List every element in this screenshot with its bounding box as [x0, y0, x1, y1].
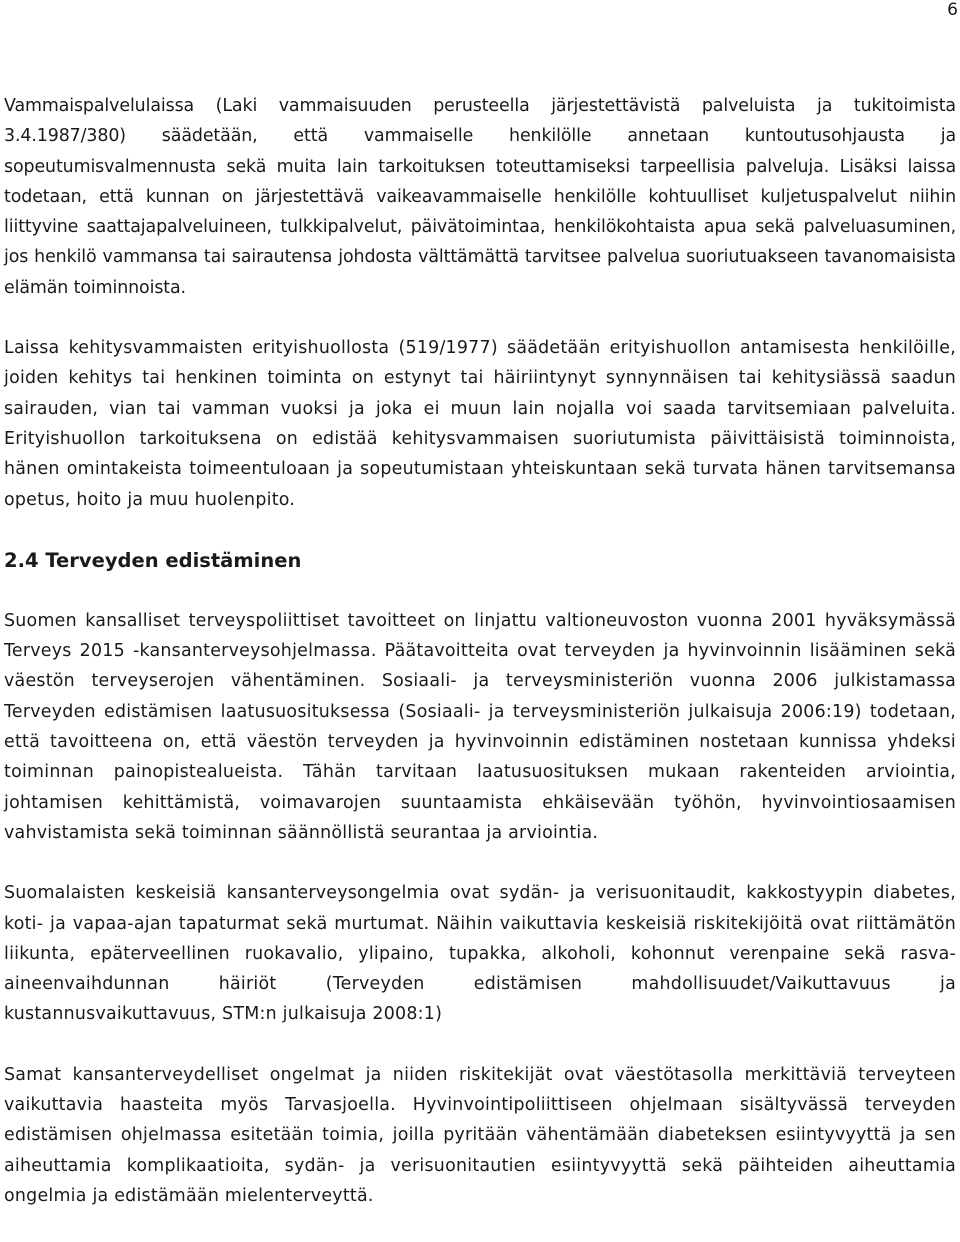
paragraph-terveyspoliittiset-tavoitteet: Suomen kansalliset terveyspoliittiset tavoitteet on linjattu valtioneuvoston vuonna 2001 hyväksymässä Terveys 2015 -kansanterveysohjelmassa. Päätavoitteita ovat terveyden ja hyvinvoinnin lisääminen sekä väestön terveyserojen vähentäminen. Sosiaali- ja terveysministeriön vuonna 2006 julkistamassa Terveyden edistämisen laatusuosituksessa (Sosiaali- ja terveysministeriön julkaisuja 2006:19) todetaan, että tavoitteena on, että väestön terveyden ja hyvinvoinnin edistäminen nostetaan kunnissa yhdeksi toiminnan painopistealueista. Tähän tarvitaan laatusuosituksen mukaan rakenteiden arviointia, johtamisen kehittämistä, voimavarojen suuntaamista ehkäisevään työhön, hyvinvointiosaamisen vahvistamista sekä toiminnan säännöllistä seurantaa ja arviointia.: [4, 610, 956, 843]
paragraph-tarvasjoki-haasteet: Samat kansanterveydelliset ongelmat ja niiden riskitekijät ovat väestötasolla merkittäviä terveyteen vaikuttavia haasteita myös Tarvasjoella. Hyvinvointipoliittiseen ohjelmaan sisältyvässä terveyden edistämisen ohjelmassa esitetään toimia, joilla pyritään vähentämään diabeteksen esiintyvyyttä ja sen aiheuttamia komplikaatioita, sydän- ja verisuonitautien esiintyvyyttä sekä päihteiden aiheuttamia ongelmia ja edistämään mielenterveyttä.: [4, 1064, 956, 1206]
paragraph-kansanterveysongelmat: Suomalaisten keskeisiä kansanterveysongelmia ovat sydän- ja verisuonitaudit, kakkostyypin diabetes, koti- ja vapaa-ajan tapaturmat sekä murtumat. Näihin vaikuttavia keskeisiä riskitekijöitä ovat riittämätön liikunta, epäterveellinen ruokavalio, ylipaino, tupakka, alkoholi, kohonnut verenpaine sekä rasva-aineenvaihdunnan häiriöt (Terveyden edistämisen mahdollisuudet/Vaikuttavuus ja kustannusvaikuttavuus, STM:n julkaisuja 2008:1): [4, 883, 956, 1025]
document-body: [4, 91, 956, 1211]
section-heading: 2.4 Terveyden edistäminen: [4, 548, 302, 572]
page-number: 6: [947, 0, 958, 20]
paragraph-erityishuolto: Laissa kehitysvammaisten erityishuollosta (519/1977) säädetään erityishuollon antamisesta henkilöille, joiden kehitys tai henkinen toiminta on estynyt tai häiriintynyt synnynnäisen tai kehitysiässä saadun sairauden, vian tai vamman vuoksi ja joka ei muun lain nojalla voi saada tarvitsemiaan palveluita. Erityishuollon tarkoituksena on edistää kehitysvammaisen suoriutumista päivittäisistä toiminnoista, hänen omintakeista toimeentuloaan ja sopeutumistaan yhteiskuntaan sekä turvata hänen tarvitsemansa opetus, hoito ja muu huolenpito.: [4, 338, 956, 510]
paragraph-vammaispalvelulaki: Vammaispalvelulaissa (Laki vammaisuuden perusteella järjestettävistä palveluista ja tukitoimista 3.4.1987/380) säädetään, että vammaiselle henkilölle annetaan kuntoutusohjausta ja sopeutumisvalmennusta sekä muita lain tarkoituksen toteuttamiseksi tarpeellisia palveluja. Lisäksi laissa todetaan, että kunnan on järjestettävä vaikeavammaiselle henkilölle kohtuulliset kuljetuspalvelut niihin liittyvine saattajapalveluineen, tulkkipalvelut, päivätoimintaa, henkilökohtaista apua sekä palveluasuminen, jos henkilö vammansa tai sairautensa johdosta välttämättä tarvitsee palvelua suoriutuakseen tavanomaisista elämän toiminnoista.: [4, 96, 956, 298]
